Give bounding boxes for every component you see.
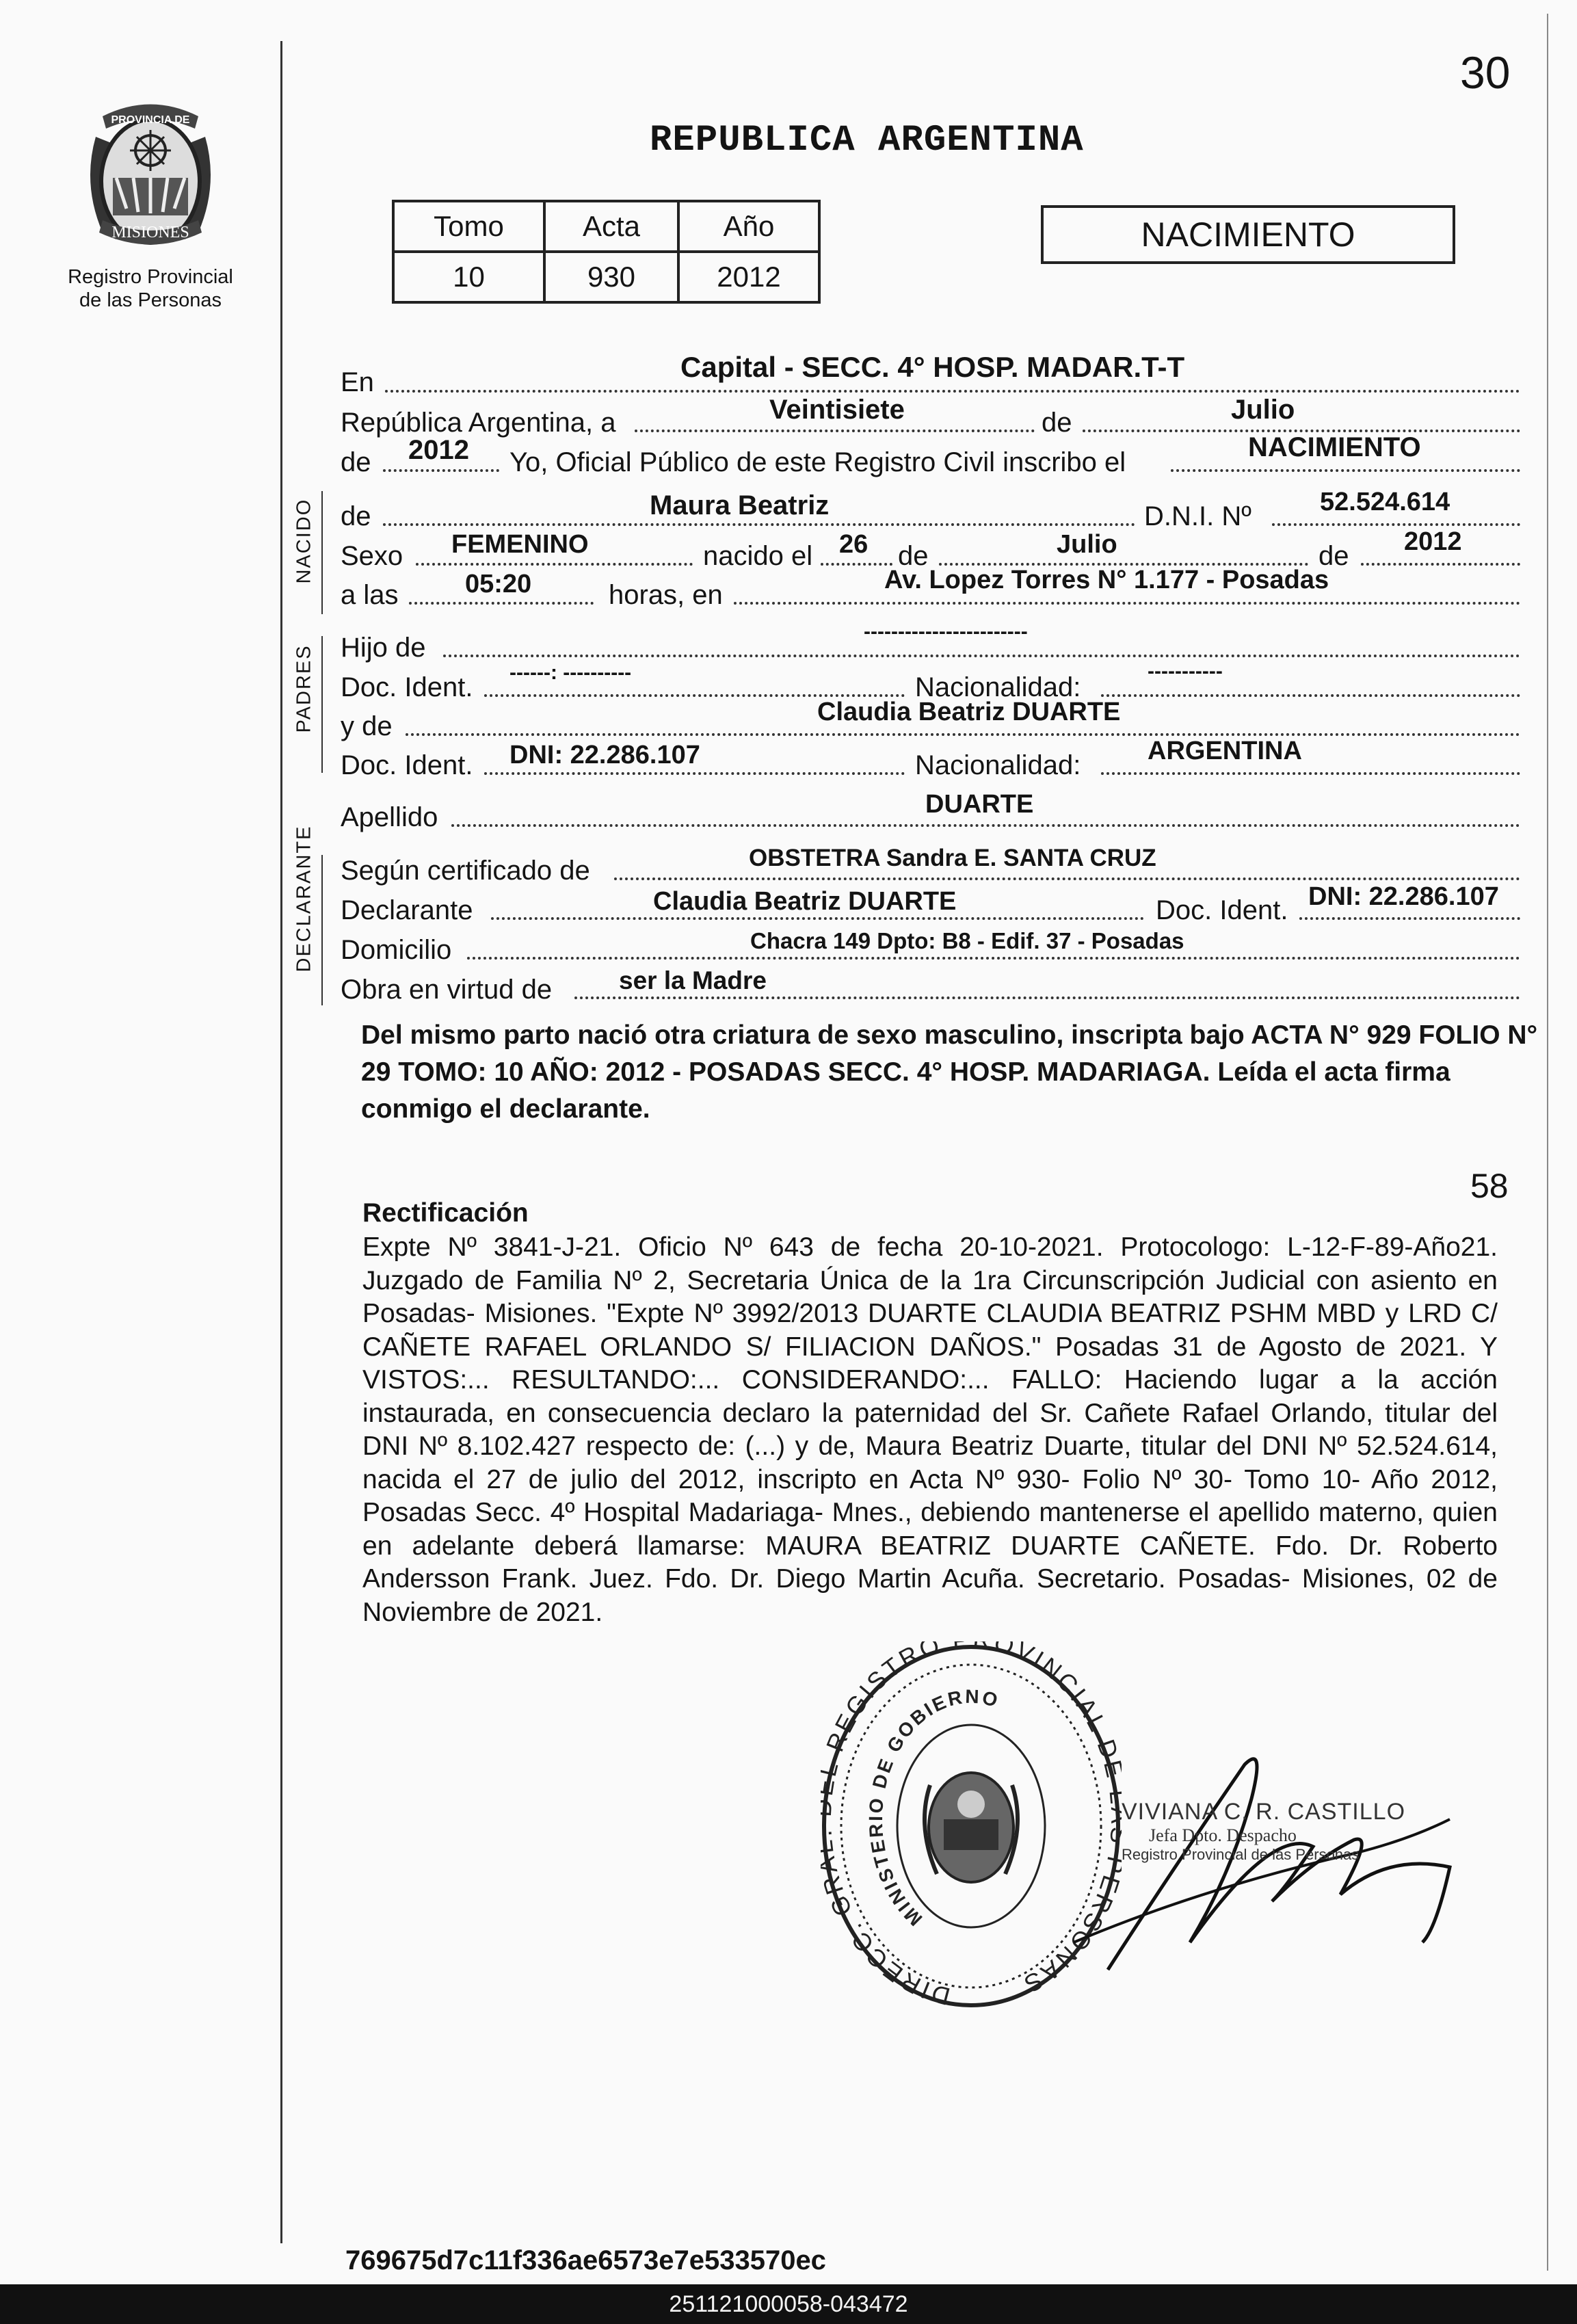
document-title: REPUBLICA ARGENTINA bbox=[650, 120, 1084, 161]
father-line bbox=[443, 655, 1520, 657]
apellido-line bbox=[451, 824, 1520, 827]
nacido-bracket bbox=[321, 491, 323, 614]
seal-top-text: PROVINCIA DE bbox=[111, 114, 190, 126]
year-value: 2012 bbox=[408, 435, 469, 465]
dni-label: D.N.I. Nº bbox=[1144, 501, 1251, 531]
seal-bottom-text: MISIONES bbox=[111, 224, 189, 241]
rectificacion-body: Expte Nº 3841-J-21. Oficio Nº 643 de fecha 20-10-2021. Protocologo: L-12-F-89-Año21. Juzgado de Familia Nº 2, Secretaria Única de la 1ra Circunscripción Judicial con asiento en Posadas- Misiones. "Expte Nº 3992/2013 DUARTE CLAUDIA BEATRIZ PSHM MBD y LRD C/ CAÑETE RAFAEL ORLANDO S/ FILIACION DAÑOS." Posadas 31 de Agosto de 2021. Y VISTOS:... RESULTANDO:... CONSIDERANDO:... FALLO: Haciendo lugar a la acción instaurada, en consecuencia declaro la paternidad del Sr. Cañete Rafael Orlando, titular del DNI Nº 8.102.427 respecto de: (...) y de, Maura Beatriz Duarte, titular del DNI Nº 52.524.614, nacida el 27 de julio del 2012, inscripto en Acta Nº 930- Folio Nº 30- Tomo 10- Año 2012, Posadas Secc. 4º Hospital Madariaga- Mnes., debiendo mantenerse el apellido materno, quien en adelante deberá llamarse: MAURA BEATRIZ DUARTE CAÑETE. Fdo. Dr. Roberto Andersson Frank. Juez. Fdo. Dr. Diego Martin Acuña. Secretario. Posadas- Misiones, 02 de Noviembre de 2021. bbox=[362, 1232, 1498, 1627]
tomo-header: Tomo bbox=[393, 201, 544, 252]
decl-doc-line bbox=[1299, 917, 1520, 920]
place-value: Av. Lopez Torres N° 1.177 - Posadas bbox=[884, 566, 1329, 594]
de4-label: de bbox=[1318, 541, 1349, 571]
hijo-label: Hijo de bbox=[341, 633, 426, 663]
birth-day-line bbox=[821, 563, 892, 566]
province-logo bbox=[75, 96, 226, 260]
place-line bbox=[734, 602, 1520, 605]
additional-note: Del mismo parto nació otra criatura de sexo masculino, inscripta bajo ACTA N° 929 FOLIO N° 29 TOMO: 10 AÑO: 2012 - POSADAS SECC. 4° HOSP. MADARIAGA. Leída el acta firma conmigo el declarante. bbox=[361, 1020, 1538, 1124]
time-line bbox=[409, 602, 594, 605]
record-table bbox=[392, 200, 821, 304]
record-type: NACIMIENTO bbox=[1141, 215, 1355, 254]
name-value: Maura Beatriz bbox=[650, 490, 830, 520]
decl-label: Declarante bbox=[341, 895, 473, 925]
stamp-ring-text: DIRECC. G REGISTRO OVINCIAL RSONAS bbox=[821, 1641, 1119, 2011]
rectificacion-title: Rectificación bbox=[362, 1198, 529, 1228]
dni-line bbox=[1272, 523, 1520, 526]
father-doc-line bbox=[484, 694, 905, 697]
en-label: En bbox=[341, 367, 374, 397]
obra-value: ser la Madre bbox=[619, 966, 767, 994]
nacido-label: nacido el bbox=[703, 541, 813, 571]
registry-name bbox=[41, 265, 260, 312]
acta-header: Acta bbox=[544, 201, 678, 252]
signer-role: Jefa Dpto. Despacho bbox=[1149, 1825, 1297, 1845]
act-type-line bbox=[1171, 469, 1520, 472]
doc1-label: Doc. Ident. bbox=[341, 672, 473, 702]
signature bbox=[1067, 1737, 1463, 1997]
mother-value: Claudia Beatriz DUARTE bbox=[817, 698, 1121, 726]
de-label: de bbox=[1042, 408, 1072, 438]
section-label-declarante: DECLARANTE bbox=[293, 825, 315, 973]
apellido-label: Apellido bbox=[341, 802, 438, 832]
mother-nat-line bbox=[1101, 772, 1520, 775]
registry-line-1: Registro Provincial bbox=[68, 266, 233, 288]
year-line bbox=[383, 469, 499, 472]
dom-line bbox=[467, 957, 1520, 960]
ano-value: 2012 bbox=[678, 252, 819, 302]
name-label: de bbox=[341, 501, 371, 531]
ano-header: Año bbox=[678, 201, 819, 252]
nac1-label: Nacionalidad: bbox=[915, 672, 1081, 702]
signer-name: VIVIANA C. R. CASTILLO bbox=[1122, 1799, 1406, 1825]
birth-day-value: 26 bbox=[839, 530, 869, 559]
decl-doc-label: Doc. Ident. bbox=[1156, 895, 1288, 925]
birth-year-value: 2012 bbox=[1404, 527, 1462, 556]
dni-value: 52.524.614 bbox=[1320, 488, 1450, 516]
cert-label: Según certificado de bbox=[341, 856, 590, 886]
mother-doc-value: DNI: 22.286.107 bbox=[509, 741, 700, 769]
father-value: ------------------------ bbox=[864, 620, 1028, 643]
rectificacion-number: 58 bbox=[1470, 1167, 1509, 1205]
document-hash: 769675d7c11f336ae6573e7e533570ec bbox=[345, 2245, 826, 2275]
dom-value: Chacra 149 Dpto: B8 - Edif. 37 - Posadas bbox=[750, 928, 1184, 953]
father-nat-value: ----------- bbox=[1148, 660, 1223, 683]
sexo-label: Sexo bbox=[341, 541, 403, 571]
horas-label: horas, en bbox=[609, 580, 723, 610]
apellido-value: DUARTE bbox=[925, 790, 1034, 819]
right-edge-line bbox=[1547, 14, 1548, 2271]
section-label-nacido: NACIDO bbox=[293, 498, 315, 584]
day-words: Veintisiete bbox=[769, 395, 905, 425]
stamp-inner-text: MINISTERIO DE GOBIERNO bbox=[864, 1685, 1003, 1930]
de3-label: de bbox=[898, 541, 929, 571]
mother-line bbox=[406, 733, 1520, 736]
cert-value: OBSTETRA Sandra E. SANTA CRUZ bbox=[749, 845, 1156, 871]
sexo-value: FEMENINO bbox=[451, 530, 589, 559]
sexo-line bbox=[416, 563, 693, 566]
en-line bbox=[385, 390, 1520, 393]
en-value: Capital - SECC. 4° HOSP. MADAR.T-T bbox=[680, 351, 1185, 383]
footer-bar bbox=[0, 2284, 1577, 2324]
left-margin-line bbox=[280, 41, 282, 2243]
signer-org: Registro Provincial de las Personas bbox=[1122, 1846, 1360, 1863]
dom-label: Domicilio bbox=[341, 935, 452, 965]
yo-text: Yo, Oficial Público de este Registro Civil inscribo el bbox=[509, 447, 1126, 477]
page-number: 30 bbox=[1460, 47, 1511, 98]
rep-label: República Argentina, a bbox=[341, 408, 616, 438]
birth-month-value: Julio bbox=[1057, 530, 1117, 559]
name-line bbox=[383, 523, 1135, 526]
footer-code: 251121000058-043472 bbox=[669, 2291, 908, 2317]
acta-value: 930 bbox=[544, 252, 678, 302]
doc2-label: Doc. Ident. bbox=[341, 750, 473, 780]
mother-nat-value: ARGENTINA bbox=[1148, 737, 1302, 765]
obra-line bbox=[574, 996, 1520, 999]
father-doc-value: ------: ---------- bbox=[509, 661, 632, 684]
record-type-box bbox=[1041, 205, 1455, 264]
birth-year-line bbox=[1361, 563, 1520, 566]
time-value: 05:20 bbox=[465, 570, 532, 598]
day-line bbox=[635, 430, 1035, 432]
decl-line bbox=[491, 917, 1144, 920]
registry-line-2: de las Personas bbox=[79, 289, 222, 311]
mother-doc-line bbox=[484, 772, 905, 775]
act-type-value: NACIMIENTO bbox=[1248, 432, 1421, 462]
month-value: Julio bbox=[1231, 395, 1295, 425]
signature-block bbox=[1122, 1799, 1405, 1864]
de2-label: de bbox=[341, 447, 371, 477]
father-nat-line bbox=[1101, 694, 1520, 697]
padres-bracket bbox=[321, 636, 323, 773]
declarante-bracket bbox=[321, 855, 323, 1005]
alas-label: a las bbox=[341, 580, 399, 610]
decl-doc-value: DNI: 22.286.107 bbox=[1308, 882, 1499, 911]
yde-label: y de bbox=[341, 711, 393, 741]
decl-value: Claudia Beatriz DUARTE bbox=[653, 887, 957, 916]
cert-line bbox=[614, 877, 1520, 880]
handwritten-signature-icon bbox=[1067, 1737, 1463, 1997]
nac2-label: Nacionalidad: bbox=[915, 750, 1081, 780]
tomo-value: 10 bbox=[393, 252, 544, 302]
obra-label: Obra en virtud de bbox=[341, 975, 553, 1005]
section-label-padres: PADRES bbox=[293, 644, 315, 733]
misiones-seal-icon bbox=[75, 96, 226, 260]
